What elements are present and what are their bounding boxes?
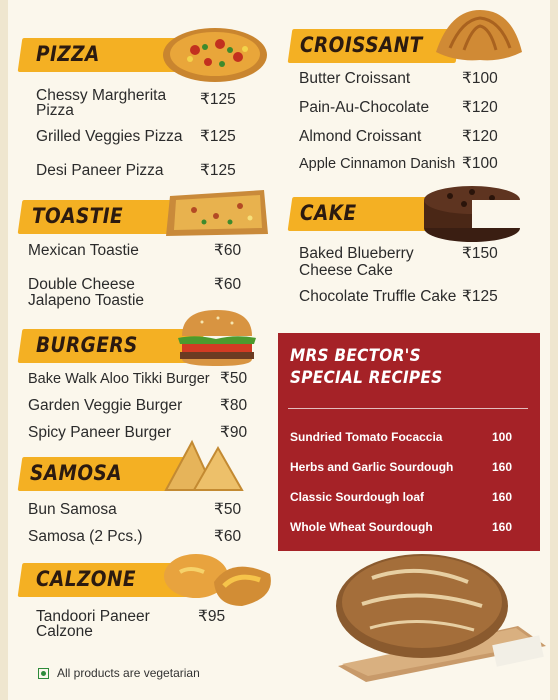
burgers-item-2-price: ₹80 [220, 397, 248, 414]
croissant-item-4: Apple Cinnamon Danish [299, 156, 456, 172]
croissant-item-1-price: ₹100 [462, 70, 498, 87]
special-item-2-price: 160 [492, 460, 513, 474]
special-item-3-price: 160 [492, 490, 513, 504]
cake-item-1-line2: Cheese Cake [299, 262, 393, 279]
special-item-4: Whole Wheat Sourdough [290, 520, 433, 534]
cake-item-1-price: ₹150 [462, 245, 498, 262]
samosa-item-1-price: ₹50 [214, 501, 242, 518]
croissant-item-3-price: ₹120 [462, 128, 498, 145]
cake-item-2-price: ₹125 [462, 288, 498, 305]
toastie-item-2-price: ₹60 [214, 276, 242, 293]
samosa-item-2-price: ₹60 [214, 528, 242, 545]
burgers-item-3-price: ₹90 [220, 424, 248, 441]
cake-item-1-line1: Baked Blueberry [299, 245, 414, 262]
pizza-title: PIZZA [36, 42, 100, 66]
special-title-line2: SPECIAL RECIPES [290, 368, 443, 388]
special-recipes-title [290, 345, 442, 389]
special-item-1: Sundried Tomato Focaccia [290, 430, 443, 444]
pizza-item-2: Grilled Veggies Pizza [36, 128, 183, 145]
samosa-title: SAMOSA [30, 461, 122, 485]
toastie-item-2-line2: Jalapeno Toastie [28, 292, 145, 309]
samosa-item-1: Bun Samosa [28, 501, 117, 518]
croissant-image [430, 4, 526, 66]
croissant-item-3: Almond Croissant [299, 128, 422, 145]
special-item-4-price: 160 [492, 520, 513, 534]
cake-title: CAKE [300, 201, 357, 225]
veg-note [38, 666, 200, 680]
burgers-item-2: Garden Veggie Burger [28, 397, 183, 414]
veg-symbol-icon [38, 668, 49, 679]
special-item-3: Classic Sourdough loaf [290, 490, 425, 504]
pizza-item-1-line1: Chessy Margherita [36, 87, 167, 104]
pizza-item-2-price: ₹125 [200, 128, 236, 145]
pizza-item-1-line2: Pizza [36, 102, 74, 119]
burgers-item-1-price: ₹50 [220, 370, 248, 387]
calzone-item-1-price: ₹95 [198, 608, 226, 625]
special-recipes-panel [278, 333, 540, 551]
calzone-item-1-line2: Calzone [36, 623, 93, 640]
samosa-image [158, 436, 248, 496]
pizza-item-3-price: ₹125 [200, 162, 236, 179]
toastie-item-1-price: ₹60 [214, 242, 242, 259]
pizza-image [160, 22, 270, 84]
calzone-title: CALZONE [36, 567, 136, 591]
toastie-item-1: Mexican Toastie [28, 242, 139, 259]
page-edge-right [550, 0, 558, 700]
croissant-item-4-price: ₹100 [462, 155, 498, 172]
samosa-item-2: Samosa (2 Pcs.) [28, 528, 143, 545]
croissant-title: CROISSANT [300, 33, 423, 57]
special-title-line1: MRS BECTOR'S [290, 346, 421, 366]
croissant-item-2-price: ₹120 [462, 99, 498, 116]
special-item-1-price: 100 [492, 430, 513, 444]
page-edge-left [0, 0, 8, 700]
special-item-2: Herbs and Garlic Sourdough [290, 460, 454, 474]
toastie-item-2-line1: Double Cheese [28, 276, 135, 293]
bread-image [318, 548, 550, 682]
burgers-item-1: Bake Walk Aloo Tikki Burger [28, 371, 210, 387]
special-divider [288, 408, 528, 409]
burgers-item-3: Spicy Paneer Burger [28, 424, 172, 441]
calzone-image [160, 548, 282, 612]
veg-note-text: All products are vegetarian [57, 666, 200, 680]
toastie-title: TOASTIE [32, 204, 124, 228]
cake-image [420, 176, 524, 246]
burgers-title: BURGERS [36, 333, 138, 357]
croissant-item-1: Butter Croissant [299, 70, 411, 87]
pizza-item-1-price: ₹125 [200, 91, 236, 108]
cake-item-2: Chocolate Truffle Cake [299, 288, 457, 305]
toastie-image [164, 186, 272, 240]
burger-image [176, 306, 258, 368]
pizza-item-3: Desi Paneer Pizza [36, 162, 164, 179]
croissant-item-2: Pain-Au-Chocolate [299, 99, 430, 116]
calzone-item-1-line1: Tandoori Paneer [36, 608, 150, 625]
